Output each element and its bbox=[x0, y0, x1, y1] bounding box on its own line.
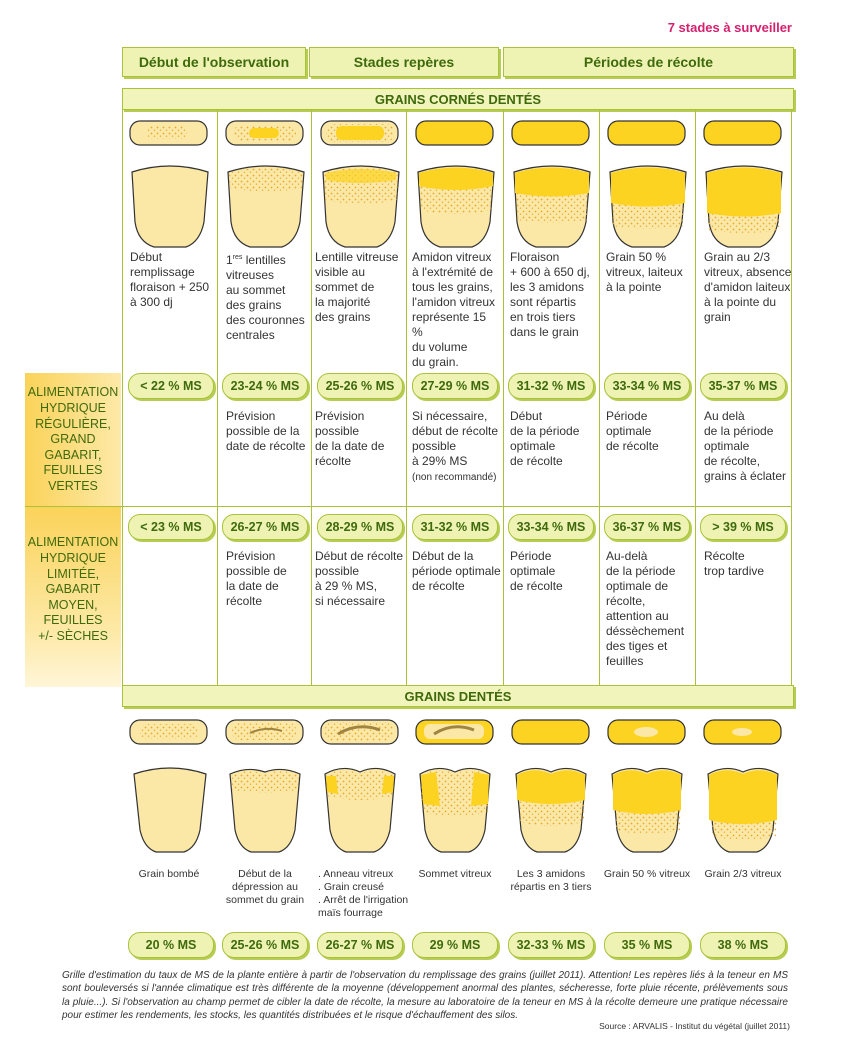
dent-grain-7 bbox=[704, 720, 781, 852]
ms-badge-r1-c2: 23-24 % MS bbox=[222, 373, 308, 399]
ms-badge-r2-c1: < 23 % MS bbox=[128, 514, 214, 540]
note-r2-c2: Prévision possible de la date de récolte bbox=[226, 549, 287, 608]
caption-bottom-5: Les 3 amidons répartis en 3 tiers bbox=[510, 868, 592, 893]
footer-caption: Grille d'estimation du taux de MS de la plante entière à partir de l'observation du remplissage des grains (juillet 2011). Attention! Les repères liés à la teneur en MS sont bouleversés si l'année climatique est très différente de la moyenne (développement anormal des plantes, sécheresse, forte pluie récente, prélèvements sous la pluie...). Si l'observation au champ permet de cibler la date de récolte, la mesure au laboratoire de la teneur en MS à la récolte demeure une pratique nécessaire pour estimer les rendements, les stocks, les quantités distribuées et le risque d'échauffement des silos. bbox=[62, 970, 788, 1022]
header-debut-observation: Début de l'observation bbox=[122, 47, 306, 77]
stage-desc-2-sup: res bbox=[232, 254, 243, 261]
ms-badge-r2-c2: 26-27 % MS bbox=[222, 514, 308, 540]
ms-badge-bottom-5: 32-33 % MS bbox=[508, 932, 594, 958]
stage-desc-2-text: lentilles vitreuses au sommet des grains des couronnes centrales bbox=[226, 253, 305, 342]
note-r2-c5: Période optimale de récolte bbox=[510, 549, 563, 593]
note-r2-c7: Récolte trop tardive bbox=[704, 549, 765, 578]
ms-badge-r1-c4: 27-29 % MS bbox=[412, 373, 498, 399]
header-periodes-recolte: Périodes de récolte bbox=[503, 47, 794, 77]
dent-grain-3 bbox=[321, 720, 398, 852]
note-r1-c7: Au delà de la période optimale de récolte, grains à éclater bbox=[704, 409, 787, 483]
ms-badge-bottom-7: 38 % MS bbox=[700, 932, 786, 958]
note-r1-c5: Début de la période optimale de récolte bbox=[510, 409, 580, 468]
caption-bottom-6: Grain 50 % vitreux bbox=[603, 868, 691, 880]
ms-badge-r1-c7: 35-37 % MS bbox=[700, 373, 786, 399]
stage-desc-4: Amidon vitreux à l'extrémité de tous les grains, l'amidon vitreux représente 15 % du volume du grain. bbox=[412, 250, 495, 369]
caption-bottom-3: . Anneau vitreux . Grain creusé . Arrêt de l'irrigation maïs fourrage bbox=[318, 868, 409, 919]
stage-desc-1: Début remplissage floraison + 250 à 300 dj bbox=[130, 250, 210, 309]
note-r2-c3: Début de récolte possible à 29 % MS, si nécessaire bbox=[315, 549, 404, 608]
note-r1-c4-extra: (non recommandé) bbox=[412, 472, 497, 483]
side-label-limitee: ALIMENTATION HYDRIQUE LIMITÉE, GABARIT MOYEN, FEUILLES +/- SÈCHES bbox=[27, 535, 119, 644]
stage-desc-2-prefix: 1 bbox=[226, 253, 233, 267]
note-r1-c6: Période optimale de récolte bbox=[606, 409, 659, 453]
band-grains-dentes: GRAINS DENTÉS bbox=[122, 685, 794, 707]
header-stades-reperes: Stades repères bbox=[309, 47, 499, 77]
ms-badge-bottom-3: 26-27 % MS bbox=[317, 932, 403, 958]
note-r1-c4-text: Si nécessaire, début de récolte possible à 29% MS bbox=[412, 409, 499, 468]
ms-badge-bottom-4: 29 % MS bbox=[412, 932, 498, 958]
caption-bottom-2: Début de la dépression au sommet du grain bbox=[225, 868, 305, 906]
caption-bottom-4: Sommet vitreux bbox=[418, 868, 492, 880]
note-r2-c4: Début de la période optimale de récolte bbox=[412, 549, 501, 593]
caption-bottom-1: Grain bombé bbox=[138, 868, 200, 880]
stage-desc-3: Lentille vitreuse visible au sommet de la majorité des grains bbox=[315, 250, 399, 324]
side-label-reguliere: ALIMENTATION HYDRIQUE RÉGULIÈRE, GRAND GABARIT, FEUILLES VERTES bbox=[27, 385, 119, 494]
ms-badge-r1-c6: 33-34 % MS bbox=[604, 373, 690, 399]
dent-grain-5 bbox=[512, 720, 589, 852]
ms-badge-r1-c5: 31-32 % MS bbox=[508, 373, 594, 399]
ms-badge-r2-c5: 33-34 % MS bbox=[508, 514, 594, 540]
note-r2-c6: Au-delà de la période optimale de récolte, attention au déssèchement des tiges et feuilles bbox=[606, 549, 685, 668]
source-credit: Source : ARVALIS - Institut du végétal (juillet 2011) bbox=[599, 1021, 790, 1031]
band-grains-cornes-dentes: GRAINS CORNÉS DENTÉS bbox=[122, 88, 794, 110]
note-r1-c2: Prévision possible de la date de récolte bbox=[226, 409, 306, 453]
page-tag: 7 stades à surveiller bbox=[667, 20, 792, 35]
ms-badge-r1-c3: 25-26 % MS bbox=[317, 373, 403, 399]
stage-desc-7: Grain au 2/3 vitreux, absence d'amidon laiteux à la pointe du grain bbox=[704, 250, 792, 324]
ms-badge-r2-c7: > 39 % MS bbox=[700, 514, 786, 540]
stage-desc-5: Floraison + 600 à 650 dj, les 3 amidons sont répartis en trois tiers dans le grain bbox=[510, 250, 590, 339]
ms-badge-r2-c4: 31-32 % MS bbox=[412, 514, 498, 540]
ms-badge-bottom-1: 20 % MS bbox=[128, 932, 214, 958]
ms-badge-r2-c6: 36-37 % MS bbox=[604, 514, 690, 540]
dent-grain-2 bbox=[226, 720, 303, 852]
ms-badge-r2-c3: 28-29 % MS bbox=[317, 514, 403, 540]
ms-badge-r1-c1: < 22 % MS bbox=[128, 373, 214, 399]
dent-grain-6 bbox=[608, 720, 685, 852]
dent-grain-1 bbox=[130, 720, 207, 852]
stage-desc-6: Grain 50 % vitreux, laiteux à la pointe bbox=[606, 250, 683, 294]
dent-grain-4 bbox=[416, 720, 493, 852]
note-r1-c3: Prévision possible de la date de récolte bbox=[315, 409, 385, 468]
caption-bottom-7: Grain 2/3 vitreux bbox=[704, 868, 782, 880]
ms-badge-bottom-2: 25-26 % MS bbox=[222, 932, 308, 958]
ms-badge-bottom-6: 35 % MS bbox=[604, 932, 690, 958]
